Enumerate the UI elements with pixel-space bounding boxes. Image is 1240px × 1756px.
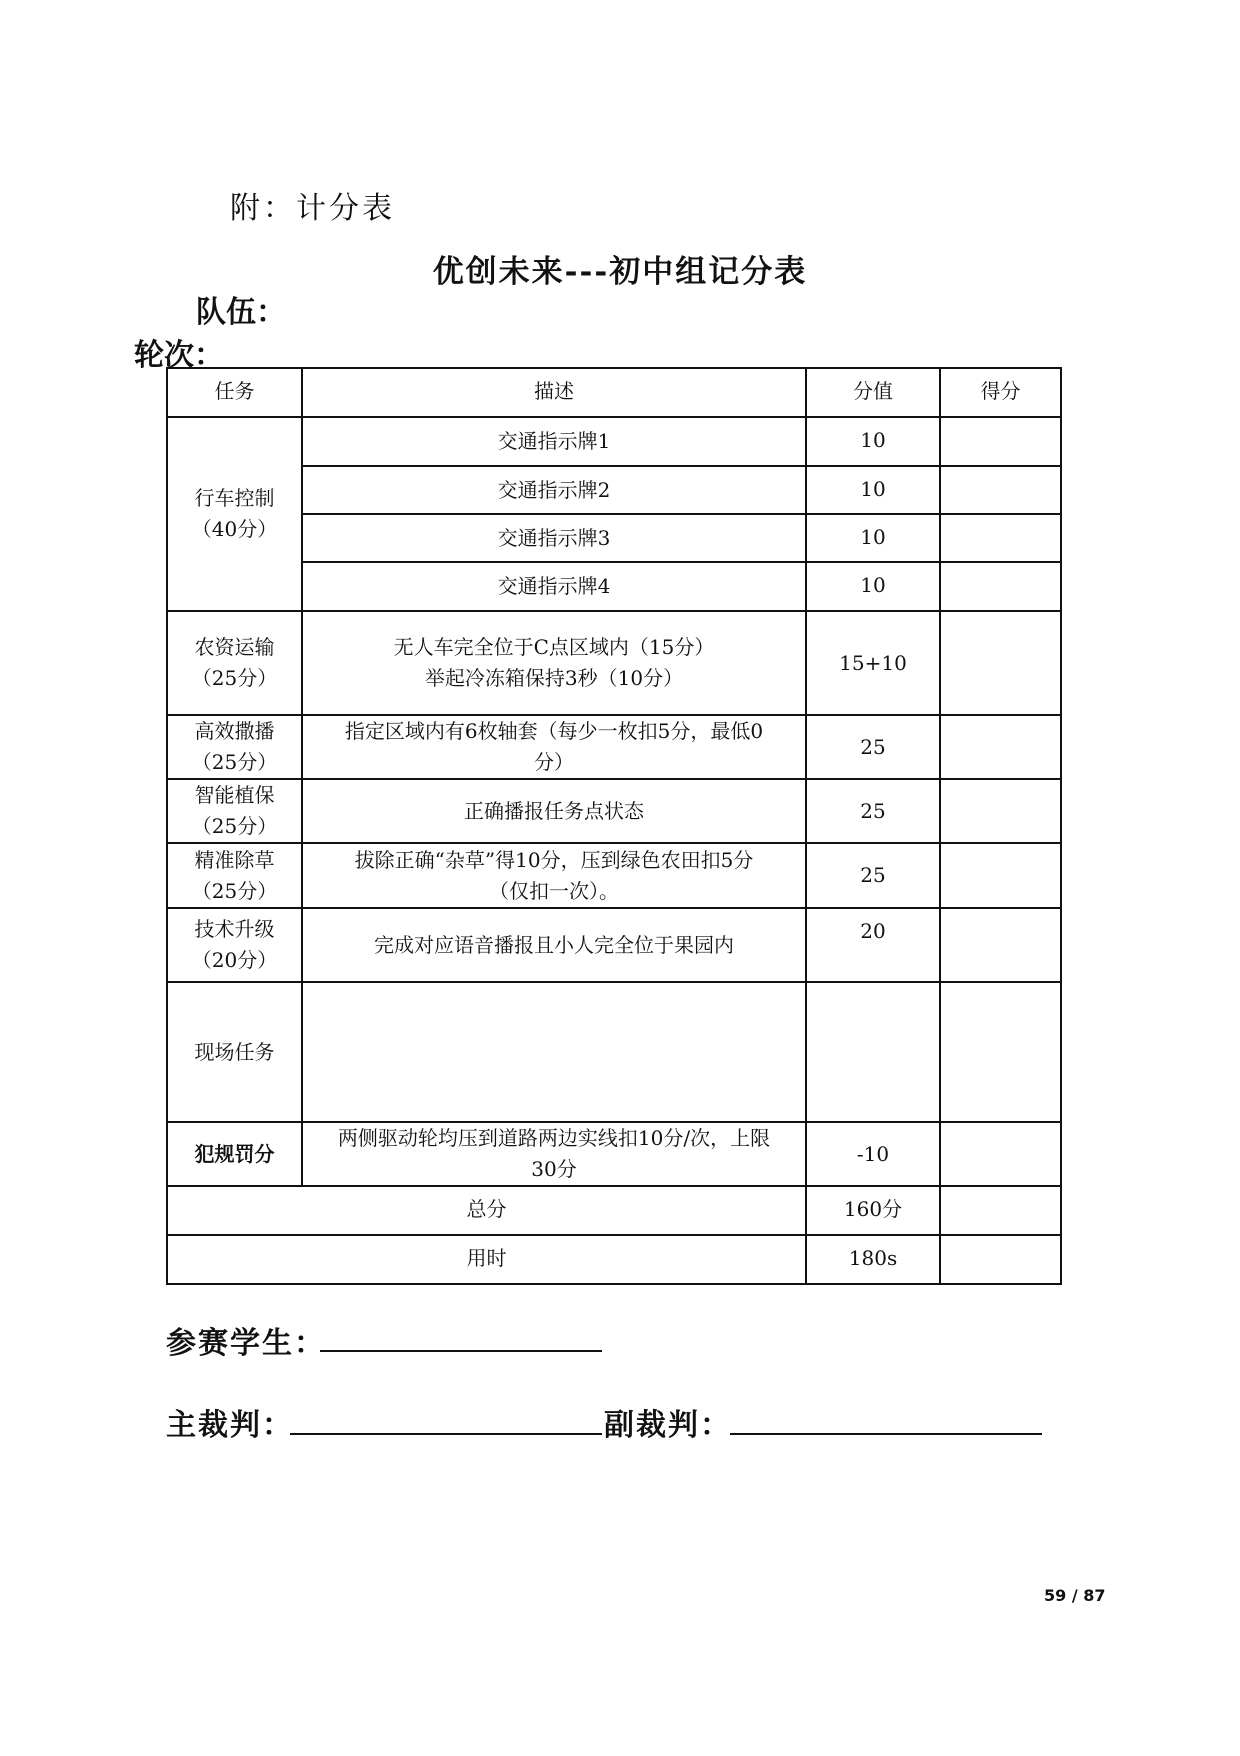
table-row: [167, 466, 1061, 514]
value-cell: 20: [806, 908, 940, 982]
score-input-cell[interactable]: [940, 843, 1061, 908]
value-cell: 25: [806, 779, 940, 843]
table-row: [167, 611, 1061, 715]
task-name: 技术升级: [194, 917, 275, 941]
task-points: （20分）: [191, 948, 278, 972]
task-points: （40分）: [191, 517, 278, 541]
task-name: 精准除草: [194, 847, 275, 872]
score-input-cell[interactable]: [940, 779, 1061, 843]
time-value: 180s: [806, 1235, 940, 1284]
task-onsite: 现场任务: [167, 982, 302, 1122]
appendix-label: 附：计分表: [230, 191, 395, 226]
description-cell: 交通指示牌4: [302, 562, 806, 611]
task-name: 智能植保: [194, 783, 275, 807]
team-label: 队伍：: [196, 295, 286, 330]
table-row: [167, 843, 1061, 908]
value-cell: -10: [806, 1122, 940, 1186]
description-line: 指定区域内有6枚轴套（每少一枚扣5分，最低0: [344, 719, 764, 743]
header-description: 描述: [302, 368, 806, 417]
table-row: [167, 417, 1061, 466]
task-name: 农资运输: [194, 635, 275, 659]
table-row: [167, 1122, 1061, 1186]
score-input-cell[interactable]: [940, 1186, 1061, 1235]
student-label: 参赛学生：: [166, 1326, 326, 1361]
total-value: 160分: [806, 1186, 940, 1235]
header-value: 分值: [806, 368, 940, 417]
score-input-cell[interactable]: [940, 611, 1061, 715]
student-signature-line[interactable]: [320, 1350, 602, 1352]
task-penalty: 犯规罚分: [167, 1122, 302, 1186]
score-input-cell[interactable]: [940, 715, 1061, 779]
description-line: 拔除正确“杂草”得10分，压到绿色农田扣5分: [354, 847, 754, 872]
value-cell: 25: [806, 715, 940, 779]
deputy-judge-signature-line[interactable]: [730, 1433, 1042, 1435]
score-input-cell[interactable]: [940, 1235, 1061, 1284]
task-points: （25分）: [191, 750, 278, 774]
score-input-cell[interactable]: [940, 562, 1061, 611]
description-line: （仅扣一次）。: [489, 878, 619, 903]
task-points: （25分）: [191, 666, 278, 690]
description-cell: 交通指示牌1: [302, 417, 806, 466]
time-label: 用时: [167, 1235, 806, 1284]
description-cell: [302, 1122, 806, 1186]
description-cell: 正确播报任务点状态: [302, 779, 806, 843]
task-name: 行车控制: [194, 486, 275, 510]
total-label: 总分: [167, 1186, 806, 1235]
description-line: 两侧驱动轮均压到道路两边实线扣10分/次，上限: [337, 1126, 771, 1150]
table-row: [167, 779, 1061, 843]
header-task: 任务: [167, 368, 302, 417]
table-header-row: [167, 368, 1061, 417]
description-line: 举起冷冻箱保持3秒（10分）: [424, 666, 684, 690]
score-input-cell[interactable]: [940, 1122, 1061, 1186]
description-line: 无人车完全位于C点区域内（15分）: [393, 635, 715, 659]
value-cell: 10: [806, 562, 940, 611]
task-points: （25分）: [191, 814, 278, 838]
score-input-cell[interactable]: [940, 982, 1061, 1122]
description-line: 分）: [534, 750, 574, 774]
value-cell: 25: [806, 843, 940, 908]
description-cell: [302, 715, 806, 779]
task-name: 高效撒播: [194, 719, 275, 743]
value-cell: 10: [806, 514, 940, 562]
chief-judge-signature-line[interactable]: [290, 1433, 602, 1435]
description-cell: [302, 611, 806, 715]
score-input-cell[interactable]: [940, 466, 1061, 514]
description-cell: [302, 843, 806, 908]
task-sowing: [167, 715, 302, 779]
header-score: 得分: [940, 368, 1061, 417]
task-driving-control: [167, 417, 302, 611]
table-row: [167, 514, 1061, 562]
description-cell: [302, 982, 806, 1122]
description-cell: 交通指示牌3: [302, 514, 806, 562]
table-row: [167, 562, 1061, 611]
task-transport: [167, 611, 302, 715]
value-cell: 10: [806, 466, 940, 514]
task-weeding: [167, 843, 302, 908]
description-cell: 交通指示牌2: [302, 466, 806, 514]
score-input-cell[interactable]: [940, 417, 1061, 466]
table-row: [167, 715, 1061, 779]
description-cell: 完成对应语音播报且小人完全位于果园内: [302, 908, 806, 982]
table-row: [167, 908, 1061, 982]
task-plant-protection: [167, 779, 302, 843]
value-cell: 15+10: [806, 611, 940, 715]
table-row: [167, 982, 1061, 1122]
page-number: 59 / 87: [1044, 1586, 1106, 1605]
description-line: 30分: [531, 1157, 577, 1181]
score-input-cell[interactable]: [940, 908, 1061, 982]
round-label: 轮次：: [134, 338, 224, 373]
score-input-cell[interactable]: [940, 514, 1061, 562]
score-table: [166, 367, 1062, 1285]
total-row: [167, 1186, 1061, 1235]
time-row: [167, 1235, 1061, 1284]
value-cell: [806, 982, 940, 1122]
value-cell: 10: [806, 417, 940, 466]
task-upgrade: [167, 908, 302, 982]
chief-judge-label: 主裁判：: [166, 1408, 294, 1443]
deputy-judge-label: 副裁判：: [604, 1408, 732, 1443]
task-points: （25分）: [191, 878, 278, 903]
page-title: 优创未来---初中组记分表: [432, 254, 808, 290]
